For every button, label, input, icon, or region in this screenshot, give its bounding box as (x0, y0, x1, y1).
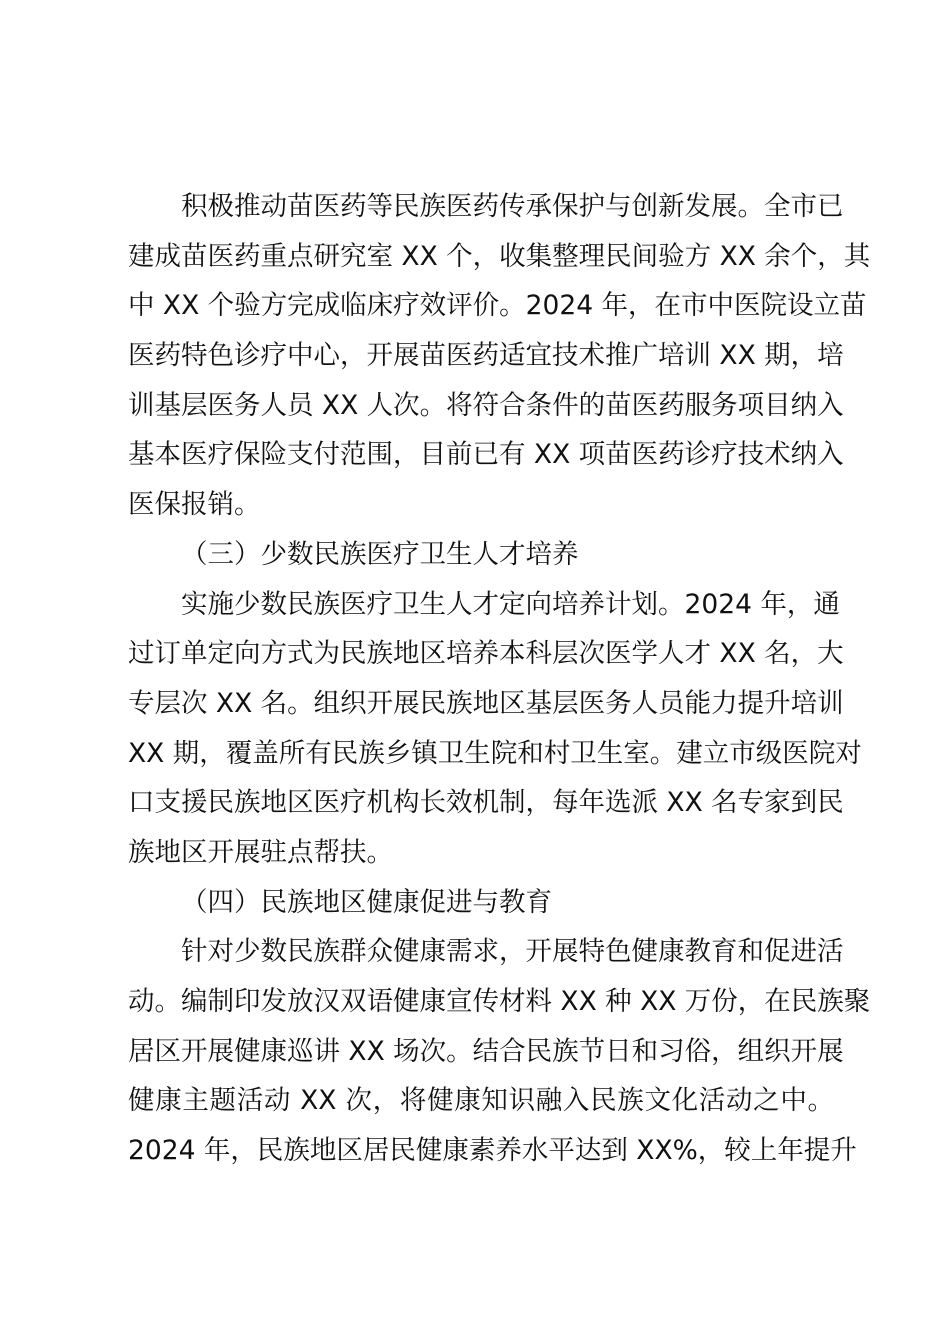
text-line: XX 期，覆盖所有民族乡镇卫生院和村卫生室。建立市级医院对 (128, 737, 862, 769)
paragraph (128, 182, 871, 530)
text-line: 基本医疗保险支付范围，目前已有 XX 项苗医药诊疗技术纳入 (128, 439, 844, 471)
text-line: 实施少数民族医疗卫生人才定向培养计划。2024 年，通 (181, 588, 840, 620)
section-heading (128, 878, 834, 928)
document-body (128, 182, 871, 1176)
text-line: 过订单定向方式为民族地区培养本科层次医学人才 XX 名，大 (128, 638, 844, 670)
text-line: 健康主题活动 XX 次，将健康知识融入民族文化活动之中。 (128, 1085, 834, 1117)
text-line: （三）少数民族医疗卫生人才培养 (181, 538, 579, 570)
text-line: 建成苗医药重点研究室 XX 个，收集整理民间验方 XX 余个，其 (128, 240, 871, 272)
text-line: 积极推动苗医药等民族医药传承保护与创新发展。全市已 (181, 191, 844, 222)
text-line: 居区开展健康巡讲 XX 场次。结合民族节日和习俗，组织开展 (128, 1035, 844, 1067)
text-line: 专层次 XX 名。组织开展民族地区基层医务人员能力提升培训 (128, 687, 844, 719)
text-line: （四）民族地区健康促进与教育 (181, 886, 552, 918)
text-line: 医药特色诊疗中心，开展苗医药适宜技术推广培训 XX 期，培 (128, 340, 844, 372)
text-line: 中 XX 个验方完成临床疗效评价。2024 年，在市中医院设立苗 (128, 290, 867, 322)
paragraph (128, 927, 871, 1175)
text-line: 动。编制印发放汉双语健康宣传材料 XX 种 XX 万份，在民族聚 (128, 986, 871, 1017)
text-line: 医保报销。 (128, 489, 261, 521)
paragraph (128, 580, 862, 878)
text-line: 训基层医务人员 XX 人次。将符合条件的苗医药服务项目纳入 (128, 389, 844, 421)
section-heading (128, 530, 834, 580)
text-line: 2024 年，民族地区居民健康素养水平达到 XX%，较上年提升 (128, 1135, 857, 1167)
text-line: 族地区开展驻点帮扶。 (128, 836, 393, 868)
text-line: 口支援民族地区医疗机构长效机制，每年选派 XX 名专家到民 (128, 787, 844, 819)
text-line: 针对少数民族群众健康需求，开展特色健康教育和促进活 (181, 936, 844, 968)
